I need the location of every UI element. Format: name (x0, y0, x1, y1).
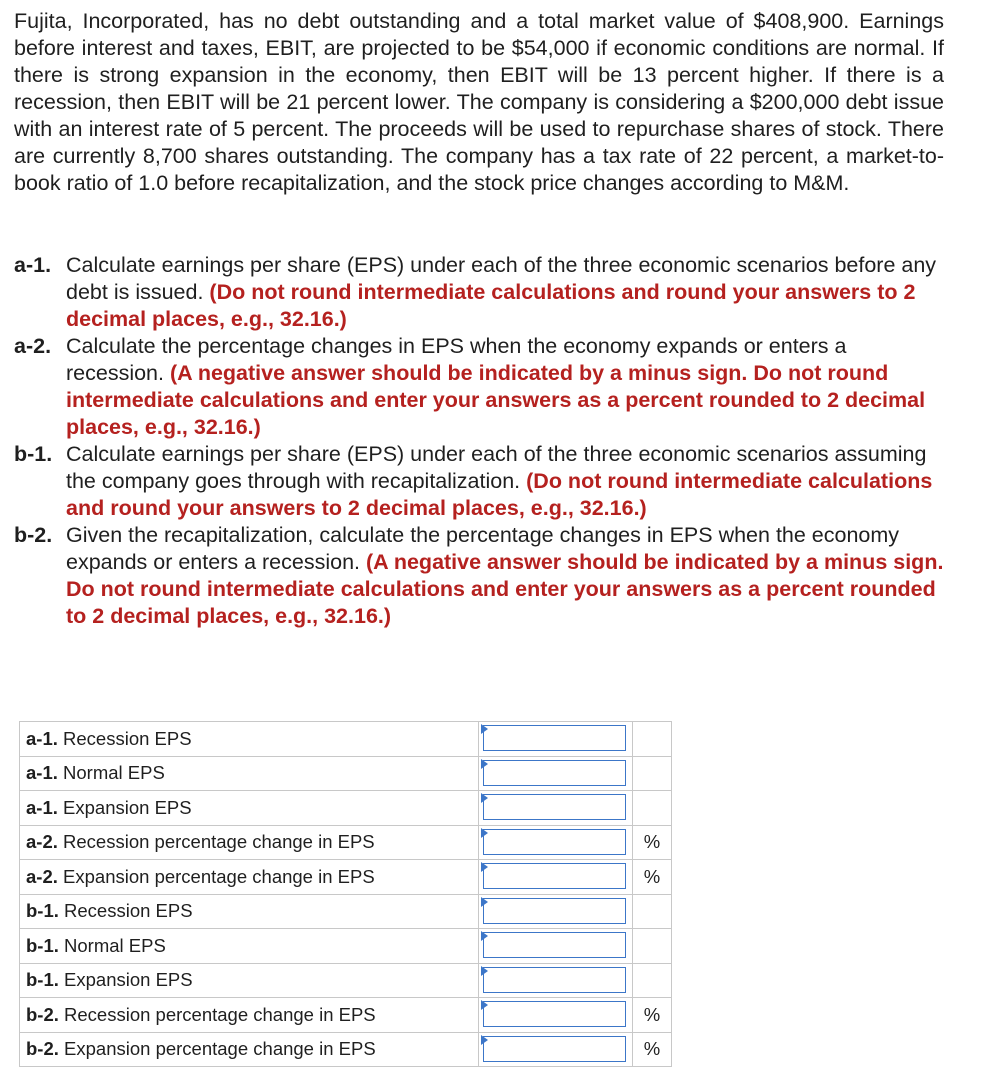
b2-recession-pct-input[interactable] (483, 1001, 626, 1027)
required-flag-icon (481, 897, 488, 907)
answer-label (20, 860, 479, 895)
answer-cell (479, 929, 633, 964)
part-label: a-1. (14, 253, 52, 277)
table-row (20, 1032, 672, 1067)
part-text: Given the recapitalization, calculate the percentage changes in EPS when the economy expands or enters a recession. (66, 523, 900, 574)
part-b1 (14, 441, 944, 522)
part-text: Calculate earnings per share (EPS) under each of the three economic scenarios assuming the company goes through with recapitalization. (66, 442, 927, 493)
part-instruction: (Do not round intermediate calculations and round your answers to 2 decimal places, e.g., 32.16.) (66, 280, 916, 331)
answer-cell (479, 1032, 633, 1067)
percent-unit: % (633, 825, 672, 860)
unit-cell (633, 791, 672, 826)
part-instruction: (A negative answer should be indicated by a minus sign. Do not round intermediate calculations and enter your answers as a percent rounded to 2 decimal places, e.g., 32.16.) (66, 361, 926, 439)
required-flag-icon (481, 759, 488, 769)
row-prefix: a-1. (26, 762, 58, 784)
part-text: Calculate the percentage changes in EPS when the economy expands or enters a recession. (66, 334, 847, 385)
table-row (20, 791, 672, 826)
row-label: Recession EPS (63, 727, 192, 749)
row-prefix: b-1. (26, 969, 59, 991)
unit-cell (633, 963, 672, 998)
answer-label (20, 894, 479, 929)
answer-cell (479, 860, 633, 895)
answer-label (20, 929, 479, 964)
answer-cell (479, 825, 633, 860)
percent-unit: % (633, 860, 672, 895)
table-row (20, 860, 672, 895)
table-row (20, 825, 672, 860)
b1-expansion-eps-input[interactable] (483, 967, 626, 993)
part-a1 (14, 252, 944, 333)
part-label: a-2. (14, 334, 52, 358)
percent-unit: % (633, 1032, 672, 1067)
table-row (20, 963, 672, 998)
a1-recession-eps-input[interactable] (483, 725, 626, 751)
table-row (20, 722, 672, 757)
row-prefix: b-1. (26, 934, 59, 956)
b1-normal-eps-input[interactable] (483, 932, 626, 958)
percent-unit: % (633, 998, 672, 1033)
a2-recession-pct-input[interactable] (483, 829, 626, 855)
required-flag-icon (481, 1000, 488, 1010)
row-label: Expansion percentage change in EPS (64, 1038, 376, 1060)
unit-cell (633, 894, 672, 929)
row-label: Recession percentage change in EPS (64, 1003, 376, 1025)
answer-label (20, 825, 479, 860)
b1-recession-eps-input[interactable] (483, 898, 626, 924)
required-flag-icon (481, 931, 488, 941)
row-label: Expansion percentage change in EPS (63, 865, 375, 887)
required-flag-icon (481, 862, 488, 872)
problem-statement: Fujita, Incorporated, has no debt outstanding and a total market value of $408,900. Earnings before interest and taxes, EBIT, are projected to be $54,000 if economic conditions are normal. If there is strong expansion in the economy, then EBIT will be 13 percent higher. If there is a recession, then EBIT will be 21 percent lower. The company is considering a $200,000 debt issue with an interest rate of 5 percent. The proceeds will be used to repurchase shares of stock. There are currently 8,700 shares outstanding. The company has a tax rate of 22 percent, a market-to-book ratio of 1.0 before recapitalization, and the stock price changes according to M&M. (14, 9, 944, 195)
a2-expansion-pct-input[interactable] (483, 863, 626, 889)
required-flag-icon (481, 1035, 488, 1045)
part-a2 (14, 333, 944, 441)
part-text: Calculate earnings per share (EPS) under each of the three economic scenarios before any debt is issued. (66, 253, 937, 304)
row-prefix: b-1. (26, 900, 59, 922)
answer-cell (479, 963, 633, 998)
answer-table (19, 721, 672, 1067)
row-prefix: a-2. (26, 865, 58, 887)
required-flag-icon (481, 724, 488, 734)
table-row (20, 894, 672, 929)
a1-normal-eps-input[interactable] (483, 760, 626, 786)
row-label: Expansion EPS (63, 796, 192, 818)
answer-label (20, 791, 479, 826)
row-label: Recession EPS (64, 900, 193, 922)
table-row (20, 756, 672, 791)
answer-label (20, 756, 479, 791)
row-prefix: a-2. (26, 831, 58, 853)
row-label: Normal EPS (64, 934, 166, 956)
answer-cell (479, 722, 633, 757)
unit-cell (633, 929, 672, 964)
answer-cell (479, 791, 633, 826)
answer-cell (479, 894, 633, 929)
part-body (66, 441, 944, 522)
row-prefix: b-2. (26, 1003, 59, 1025)
required-flag-icon (481, 828, 488, 838)
part-body (66, 522, 944, 630)
answer-label (20, 998, 479, 1033)
part-label: b-1. (14, 442, 53, 466)
row-label: Recession percentage change in EPS (63, 831, 375, 853)
b2-expansion-pct-input[interactable] (483, 1036, 626, 1062)
unit-cell (633, 722, 672, 757)
part-body (66, 252, 944, 333)
row-label: Expansion EPS (64, 969, 193, 991)
row-prefix: a-1. (26, 727, 58, 749)
part-instruction: (A negative answer should be indicated by a minus sign. Do not round intermediate calculations and enter your answers as a percent rounded to 2 decimal places, e.g., 32.16.) (66, 550, 944, 628)
unit-cell (633, 756, 672, 791)
part-body (66, 333, 944, 441)
required-flag-icon (481, 966, 488, 976)
answer-label (20, 963, 479, 998)
part-label: b-2. (14, 523, 53, 547)
part-b2 (14, 522, 944, 630)
answer-label (20, 1032, 479, 1067)
row-prefix: a-1. (26, 796, 58, 818)
part-instruction: (Do not round intermediate calculations and round your answers to 2 decimal places, e.g., 32.16.) (66, 469, 933, 520)
table-row (20, 998, 672, 1033)
question-parts (14, 252, 944, 630)
answer-cell (479, 756, 633, 791)
row-label: Normal EPS (63, 762, 165, 784)
a1-expansion-eps-input[interactable] (483, 794, 626, 820)
answer-cell (479, 998, 633, 1033)
row-prefix: b-2. (26, 1038, 59, 1060)
answer-label (20, 722, 479, 757)
table-row (20, 929, 672, 964)
required-flag-icon (481, 793, 488, 803)
